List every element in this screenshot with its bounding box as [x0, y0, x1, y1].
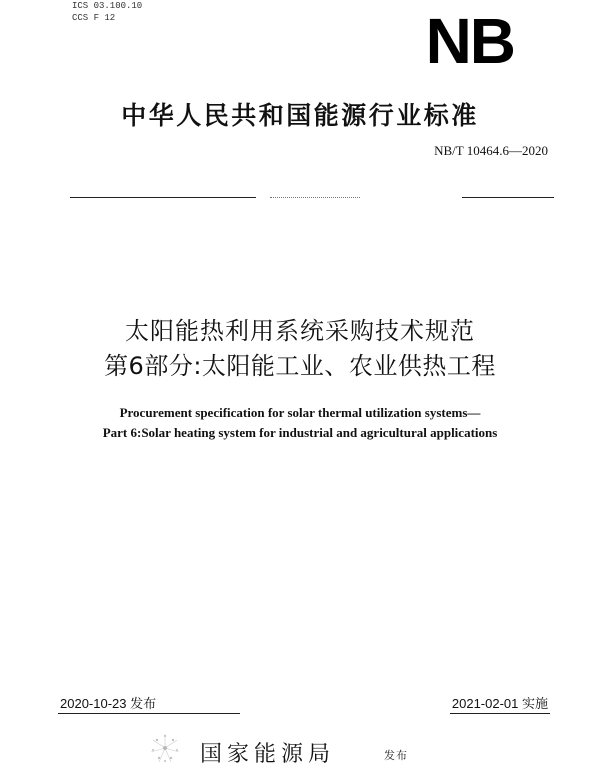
standard-title: 中华人民共和国能源行业标准 — [121, 101, 479, 130]
document-title-cn-line1: 太阳能热利用系统采购技术规范 — [125, 317, 475, 345]
ccs-code: CCS F 12 — [72, 13, 116, 23]
implementation-date: 2021-02-01 实施 — [451, 696, 548, 711]
document-title-cn-line2: 第6部分:太阳能工业、农业供热工程 — [104, 352, 496, 380]
issue-date: 2020-10-23 发布 — [60, 696, 157, 711]
standard-number: NB/T 10464.6—2020 — [434, 143, 548, 158]
header-divider-right — [462, 197, 554, 198]
document-title-en-line2: Part 6:Solar heating system for industrial and agricultural applications — [102, 425, 498, 440]
footer-divider-left — [58, 713, 240, 714]
header-divider-middle — [270, 197, 360, 198]
ics-code: ICS 03.100.10 — [72, 1, 143, 11]
nb-logo: NB — [425, 5, 514, 77]
issuer-name: 国家能源局 — [200, 742, 336, 767]
seal-icon — [143, 730, 187, 766]
document-title-en-line1: Procurement specification for solar thermal utilization systems— — [119, 405, 481, 420]
footer-divider-right — [450, 713, 550, 714]
issuer-suffix: 发布 — [384, 749, 408, 762]
header-divider-left — [70, 197, 256, 198]
